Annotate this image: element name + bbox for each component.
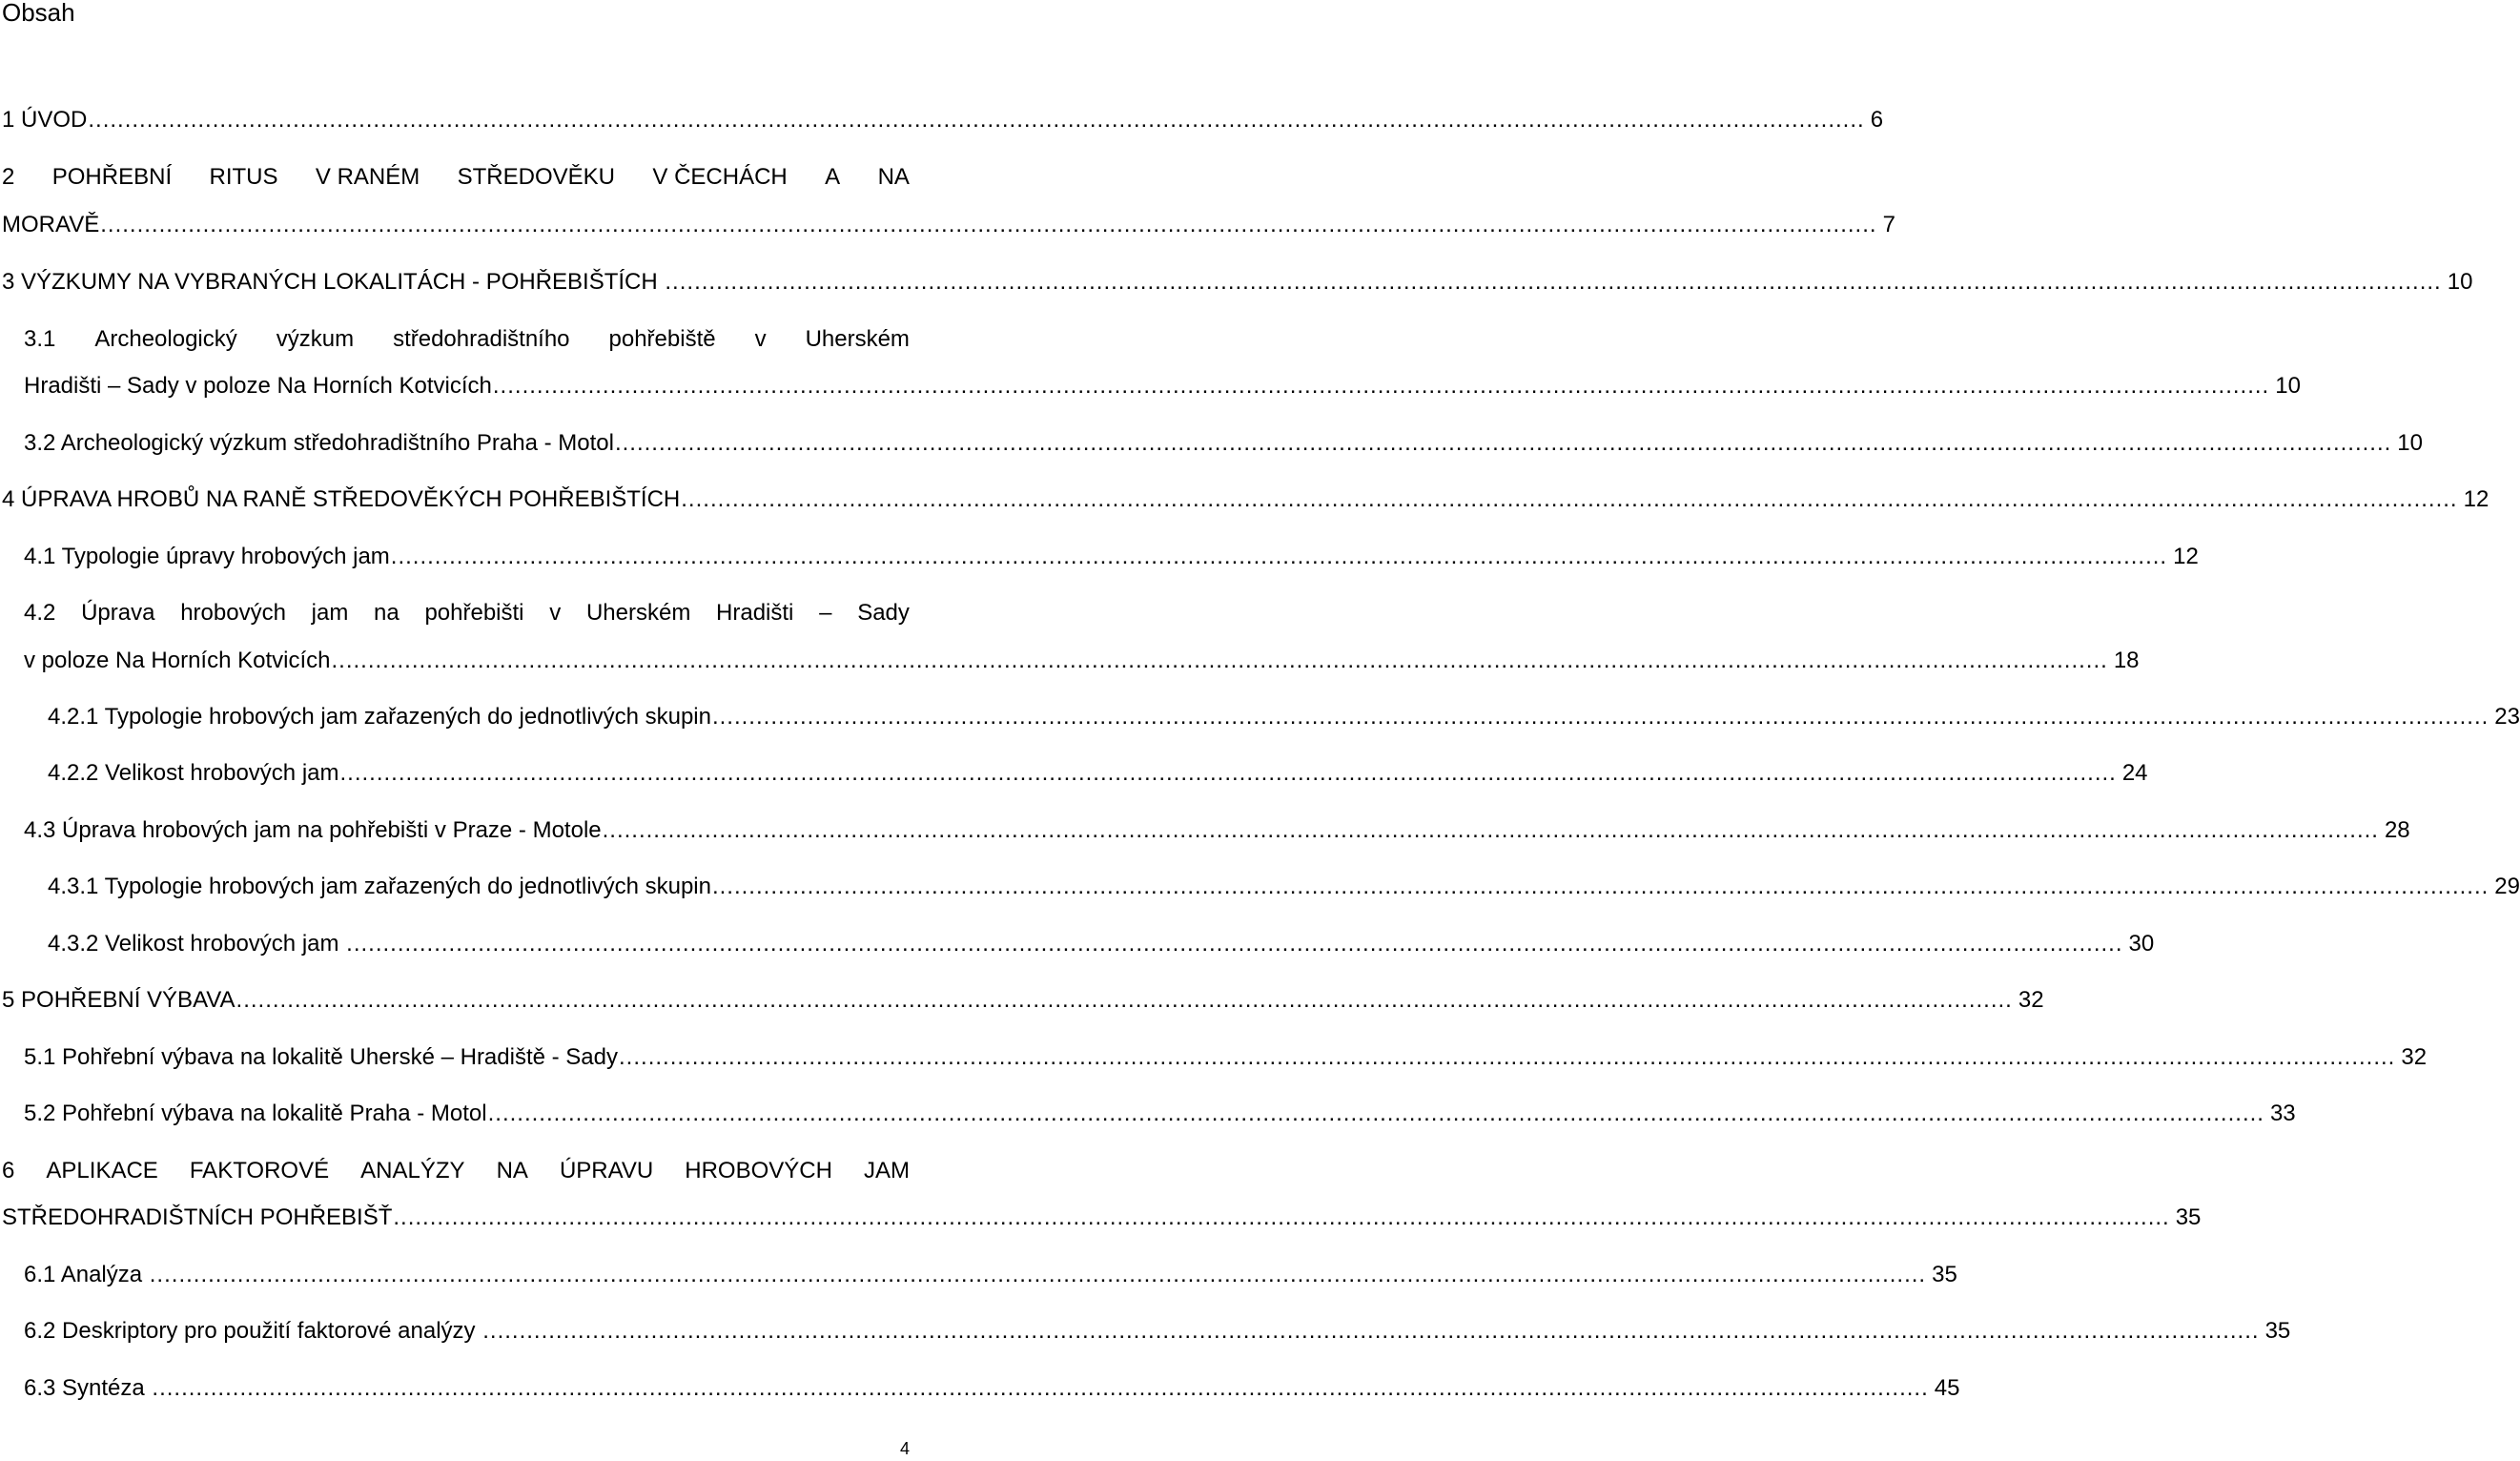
toc-entry-label: 4.1 Typologie úpravy hrobových jam	[24, 544, 390, 569]
toc-entry-label: 1 ÚVOD	[2, 107, 88, 133]
toc-entry-label: 4.3.1 Typologie hrobových jam zařazených do jednotlivých skupin	[48, 874, 711, 899]
toc-entry[interactable]	[24, 1315, 2291, 1348]
toc-dot-leader: ...................................................................................................................................................................................................................................................	[88, 107, 1865, 133]
toc-entry[interactable]	[24, 1098, 2296, 1130]
toc-dot-leader: ...................................................................................................................................................................................................................................................	[711, 874, 2489, 899]
toc-entry-word: v	[754, 326, 767, 352]
toc-entry-word: JAM	[864, 1158, 910, 1183]
toc-entry-word: jam	[311, 600, 349, 626]
toc-entry-page: 35	[1932, 1262, 1957, 1287]
toc-entry[interactable]	[24, 1259, 1957, 1291]
toc-entry-page: 7	[1882, 212, 1895, 237]
toc-dot-leader: ...................................................................................................................................................................................................................................................	[390, 544, 2168, 569]
toc-entry-label: 6.2 Deskriptory pro použití faktorové analýzy	[24, 1318, 482, 1344]
toc-entry[interactable]	[2, 1202, 2202, 1234]
toc-entry-label: Hradišti – Sady v poloze Na Horních Kotvicích	[24, 373, 492, 399]
toc-entry-word: ÚPRAVU	[559, 1158, 654, 1183]
toc-entry-word: ANALÝZY	[360, 1158, 465, 1183]
toc-entry-word: RITUS	[209, 164, 278, 190]
toc-entry-label: 4.2.1 Typologie hrobových jam zařazených do jednotlivých skupin	[48, 704, 711, 730]
toc-entry-label: 6.1 Analýza	[24, 1262, 149, 1287]
toc-entry-page: 28	[2384, 817, 2410, 843]
toc-entry-word: NA	[496, 1158, 528, 1183]
toc-entry-label: 3.2 Archeologický výzkum středohradištního Praha - Motol	[24, 430, 614, 456]
toc-entry-word: Uherském	[585, 600, 691, 626]
toc-dot-leader: ...................................................................................................................................................................................................................................................	[393, 1204, 2170, 1230]
toc-entry-page: 10	[2397, 430, 2423, 456]
toc-entry-word: pohřebišti	[424, 600, 524, 626]
toc-entry-word: NA	[877, 164, 910, 190]
toc-entry[interactable]	[2, 104, 1884, 136]
toc-entry[interactable]	[24, 427, 2423, 460]
toc-entry-label: v poloze Na Horních Kotvicích	[24, 648, 331, 673]
toc-entry-label: 4.3 Úprava hrobových jam na pohřebišti v Praze - Motole	[24, 817, 602, 843]
toc-dot-leader: ...................................................................................................................................................................................................................................................	[346, 931, 2123, 957]
toc-dot-leader: ...................................................................................................................................................................................................................................................	[614, 430, 2392, 456]
toc-dot-leader: ...................................................................................................................................................................................................................................................	[492, 373, 2270, 399]
toc-entry-label: 5.1 Pohřební výbava na lokalitě Uherské – Hradiště - Sady	[24, 1044, 619, 1070]
toc-entry-page: 45	[1934, 1375, 1960, 1401]
toc-entry-label: MORAVĚ	[2, 212, 100, 237]
toc-entry[interactable]	[24, 814, 2410, 847]
toc-entry[interactable]	[2, 266, 2473, 298]
toc-entry-word: středohradištního	[393, 326, 570, 352]
toc-entry[interactable]	[48, 871, 2520, 903]
toc-entry[interactable]	[48, 928, 2155, 960]
toc-entry-word: 4.2	[24, 600, 56, 626]
toc-entry-page: 10	[2447, 269, 2473, 295]
toc-dot-leader: ...................................................................................................................................................................................................................................................	[602, 817, 2379, 843]
toc-entry-page: 12	[2173, 544, 2199, 569]
toc-entry[interactable]	[2, 1155, 910, 1187]
toc-entry-word: A	[825, 164, 841, 190]
toc-entry-word: na	[374, 600, 400, 626]
toc-dot-leader: ...................................................................................................................................................................................................................................................	[482, 1318, 2260, 1344]
toc-entry-word: –	[819, 600, 832, 626]
toc-entry-word: Sady	[857, 600, 910, 626]
toc-entry-page: 10	[2275, 373, 2301, 399]
toc-dot-leader: ...................................................................................................................................................................................................................................................	[100, 212, 1877, 237]
toc-entry-word: v	[549, 600, 562, 626]
toc-dot-leader: ...................................................................................................................................................................................................................................................	[681, 486, 2458, 512]
toc-entry[interactable]	[24, 1041, 2428, 1074]
toc-entry-word: pohřebiště	[608, 326, 716, 352]
toc-dot-leader: ...................................................................................................................................................................................................................................................	[236, 987, 2013, 1013]
toc-entry-word: Hradišti	[716, 600, 794, 626]
toc-entry-word: APLIKACE	[46, 1158, 158, 1183]
toc-entry-word: HROBOVÝCH	[685, 1158, 832, 1183]
toc-entry-page: 18	[2113, 648, 2140, 673]
toc-entry-label: 6.3 Syntéza	[24, 1375, 152, 1401]
toc-entry[interactable]	[48, 757, 2148, 790]
page-title: Obsah	[2, 0, 75, 27]
toc-dot-leader: ...................................................................................................................................................................................................................................................	[711, 704, 2489, 730]
toc-entry[interactable]	[2, 161, 910, 194]
toc-entry[interactable]	[24, 541, 2199, 573]
toc-dot-leader: ...................................................................................................................................................................................................................................................	[619, 1044, 2396, 1070]
toc-entry[interactable]	[2, 209, 1895, 241]
toc-entry-page: 6	[1870, 107, 1884, 133]
toc-entry-word: STŘEDOVĚKU	[457, 164, 616, 190]
toc-entry-page: 29	[2494, 874, 2520, 899]
toc-entry-label: 3 VÝZKUMY NA VYBRANÝCH LOKALITÁCH - POHŘEBIŠTÍCH	[2, 269, 665, 295]
toc-dot-leader: ...................................................................................................................................................................................................................................................	[487, 1101, 2264, 1126]
toc-entry-label: 4.3.2 Velikost hrobových jam	[48, 931, 346, 957]
toc-entry-word: V ČECHÁCH	[652, 164, 788, 190]
toc-entry-page: 35	[2264, 1318, 2291, 1344]
toc-entry-label: 5.2 Pohřební výbava na lokalitě Praha - Motol	[24, 1101, 487, 1126]
toc-entry-page: 23	[2494, 704, 2520, 730]
toc-dot-leader: ...................................................................................................................................................................................................................................................	[152, 1375, 1929, 1401]
toc-entry[interactable]	[24, 597, 910, 629]
toc-entry[interactable]	[2, 484, 2489, 516]
toc-entry-label: 4.2.2 Velikost hrobových jam	[48, 760, 339, 786]
toc-entry-label: STŘEDOHRADIŠTNÍCH POHŘEBIŠŤ	[2, 1204, 393, 1230]
toc-entry-word: 3.1	[24, 326, 56, 352]
toc-dot-leader: ...................................................................................................................................................................................................................................................	[339, 760, 2117, 786]
toc-entry-word: výzkum	[276, 326, 355, 352]
toc-entry-word: Uherském	[805, 326, 910, 352]
toc-entry-page: 30	[2128, 931, 2155, 957]
toc-entry-word: hrobových	[180, 600, 286, 626]
toc-entry-word: Archeologický	[94, 326, 237, 352]
toc-entry-page: 32	[2018, 987, 2044, 1013]
toc-entry-word: 2	[2, 164, 15, 190]
toc-entry-page: 24	[2121, 760, 2148, 786]
toc-entry-page: 12	[2463, 486, 2489, 512]
toc-entry-label: 5 POHŘEBNÍ VÝBAVA	[2, 987, 236, 1013]
toc-dot-leader: ...................................................................................................................................................................................................................................................	[331, 648, 2108, 673]
toc-entry-label: 4 ÚPRAVA HROBŮ NA RANĚ STŘEDOVĚKÝCH POHŘEBIŠTÍCH	[2, 486, 681, 512]
toc-entry[interactable]	[2, 984, 2044, 1017]
toc-entry[interactable]	[24, 1372, 1960, 1405]
toc-dot-leader: ...................................................................................................................................................................................................................................................	[665, 269, 2442, 295]
toc-entry-page: 35	[2175, 1204, 2202, 1230]
toc-entry-word: FAKTOROVÉ	[189, 1158, 330, 1183]
toc-entry-word: Úprava	[81, 600, 155, 626]
toc-entry-word: POHŘEBNÍ	[51, 164, 173, 190]
toc-entry-word: V RANÉM	[315, 164, 420, 190]
toc-entry[interactable]	[48, 701, 2520, 733]
page-number: 4	[899, 1439, 910, 1458]
toc-entry-page: 32	[2401, 1044, 2428, 1070]
toc-entry-word: 6	[2, 1158, 15, 1183]
toc-dot-leader: ...................................................................................................................................................................................................................................................	[149, 1262, 1927, 1287]
toc-entry[interactable]	[24, 645, 2140, 677]
toc-entry-page: 33	[2269, 1101, 2296, 1126]
toc-entry[interactable]	[24, 370, 2301, 402]
toc-entry[interactable]	[24, 323, 910, 356]
